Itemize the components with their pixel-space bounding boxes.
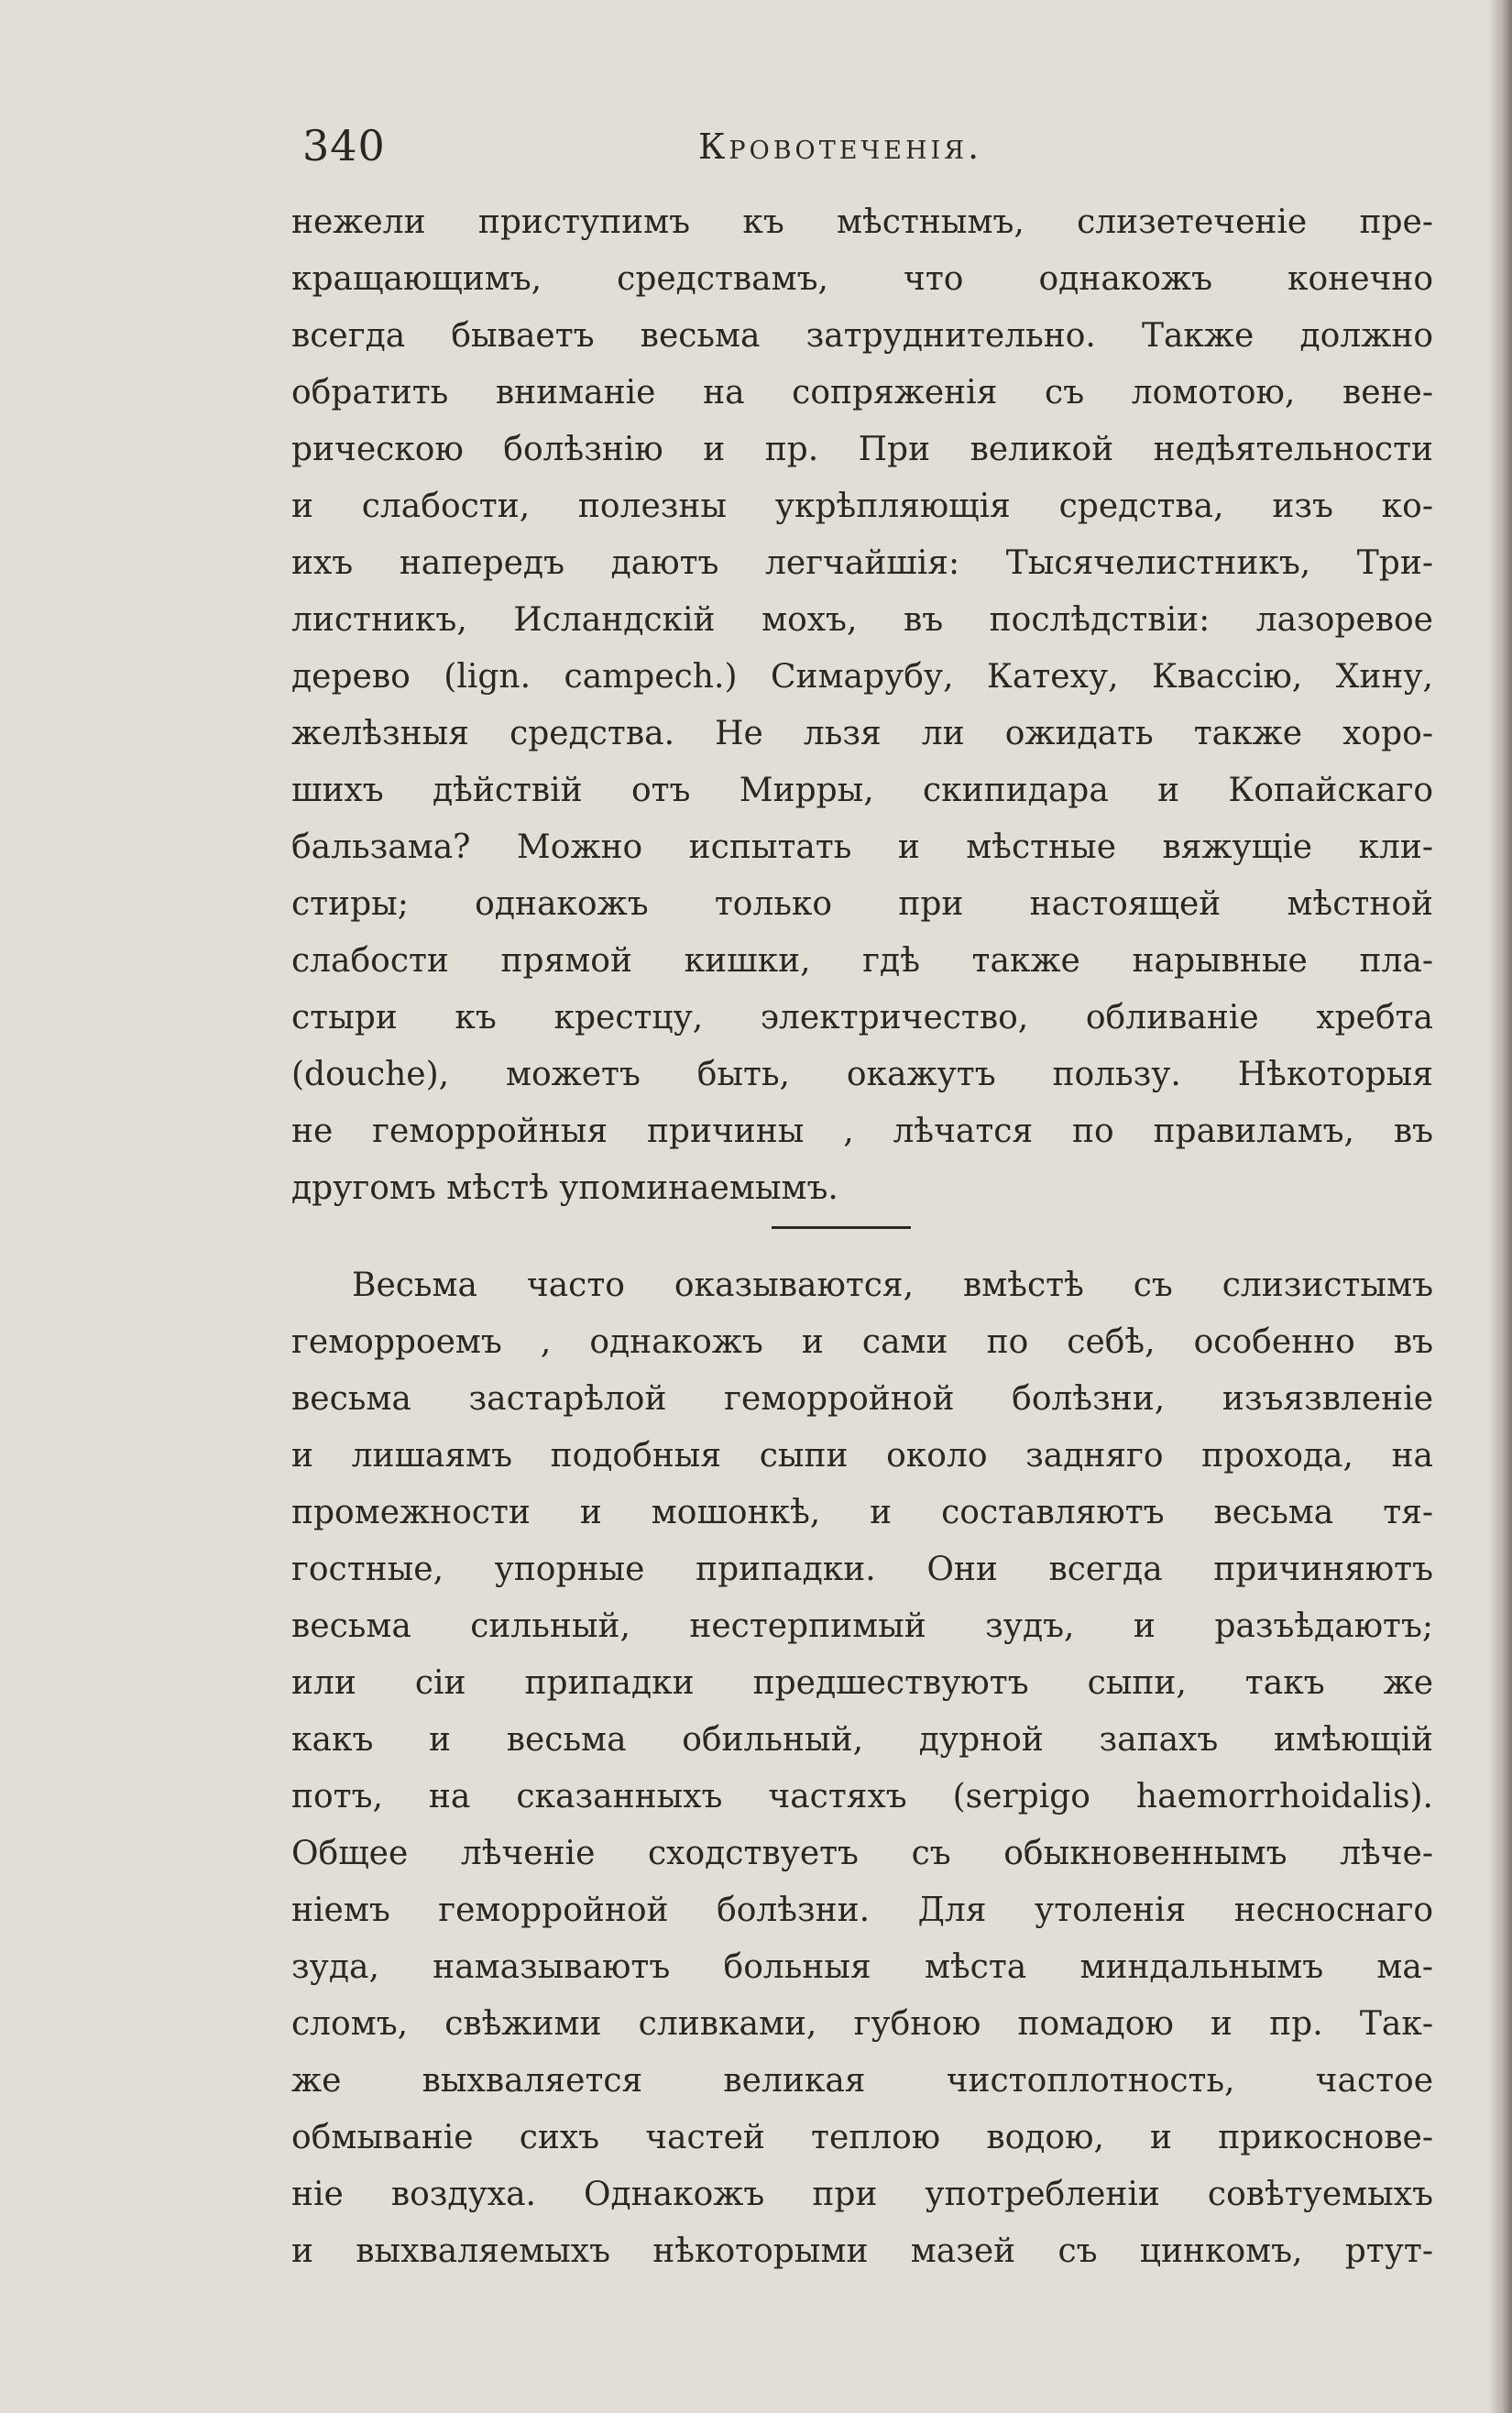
running-title: Кровотеченія. [698,126,983,167]
text-line: и лишаямъ подобныя сыпи около задняго прохода, на [291,1437,1433,1475]
text-line: стыри къ крестцу, электричество, обливаніе хребта [291,999,1433,1036]
text-line: желѣзныя средства. Не льзя ли ожидать также хоро- [291,715,1433,752]
text-line: Общее лѣченіе сходствуетъ съ обыкновеннымъ лѣче- [291,1835,1433,1872]
page-header [302,121,1045,185]
text-line: рическою болѣзнію и пр. При великой недѣятельности [291,431,1433,468]
text-line: весьма сильный, нестерпимый зудъ, и разъѣдаютъ; [291,1607,1433,1645]
text-line: стиры; однакожъ только при настоящей мѣстной [291,885,1433,923]
section-divider [772,1226,911,1229]
text-line: потъ, на сказанныхъ частяхъ (serpigo haemorrhoidalis). [291,1778,1433,1815]
text-line: промежности и мошонкѣ, и составляютъ весьма тя- [291,1494,1433,1531]
text-line: и слабости, полезны укрѣпляющія средства, изъ ко- [291,488,1433,525]
text-line: всегда бываетъ весьма затруднительно. Также должно [291,317,1433,355]
text-line: обратить вниманіе на сопряженія съ ломотою, вене- [291,374,1433,411]
text-line: и выхваляемыхъ нѣкоторыми мазей съ цинкомъ, ртут- [291,2232,1433,2270]
text-line: другомъ мѣстѣ упоминаемымъ. [291,1169,838,1207]
text-line: или сіи припадки предшествуютъ сыпи, такъ же [291,1664,1433,1702]
text-line: какъ и весьма обильный, дурной запахъ имѣющій [291,1721,1433,1759]
text-line: листникъ, Исландскій мохъ, въ послѣдствіи: лазоревое [291,601,1433,639]
text-line: ихъ напередъ даютъ легчайшія: Тысячелистникъ, Три- [291,544,1433,582]
text-line: не геморройныя причины , лѣчатся по правиламъ, въ [291,1113,1433,1150]
text-line: геморроемъ , однакожъ и сами по себѣ, особенно въ [291,1323,1433,1361]
text-line: ніе воздуха. Однакожъ при употребленіи совѣтуемыхъ [291,2176,1433,2213]
text-line: гостные, упорные припадки. Они всегда причиняютъ [291,1551,1433,1588]
text-line: весьма застарѣлой геморройной болѣзни, изъязвленіе [291,1380,1433,1418]
paragraph-1 [291,194,1433,1217]
paragraph-2 [291,1257,1433,2280]
text-line: слабости прямой кишки, гдѣ также нарывные пла- [291,942,1433,980]
text-line: (douche), можетъ быть, окажутъ пользу. Нѣкоторыя [291,1056,1433,1093]
text-line: бальзама? Можно испытать и мѣстные вяжущіе кли- [291,828,1433,866]
text-line: зуда, намазываютъ больныя мѣста миндальнымъ ма- [291,1948,1433,1986]
text-line: кращающимъ, средствамъ, что однакожъ конечно [291,260,1433,298]
spine-shadow [1488,0,1512,2413]
text-line: Весьма часто оказываются, вмѣстѣ съ слизистымъ [352,1267,1433,1304]
text-line: обмываніе сихъ частей теплою водою, и прикоснове- [291,2119,1433,2156]
text-line: сломъ, свѣжими сливками, губною помадою и пр. Так- [291,2005,1433,2043]
text-line: ніемъ геморройной болѣзни. Для утоленія несноснаго [291,1892,1433,1929]
text-line: нежели приступимъ къ мѣстнымъ, слизетеченіе пре- [291,203,1433,241]
text-line: шихъ дѣйствій отъ Мирры, скипидара и Копайскаго [291,772,1433,809]
page-number: 340 [302,121,386,170]
text-line: же выхваляется великая чистоплотность, частое [291,2062,1433,2100]
text-line: дерево (lign. campech.) Симарубу, Катеху, Квассію, Хину, [291,658,1433,696]
